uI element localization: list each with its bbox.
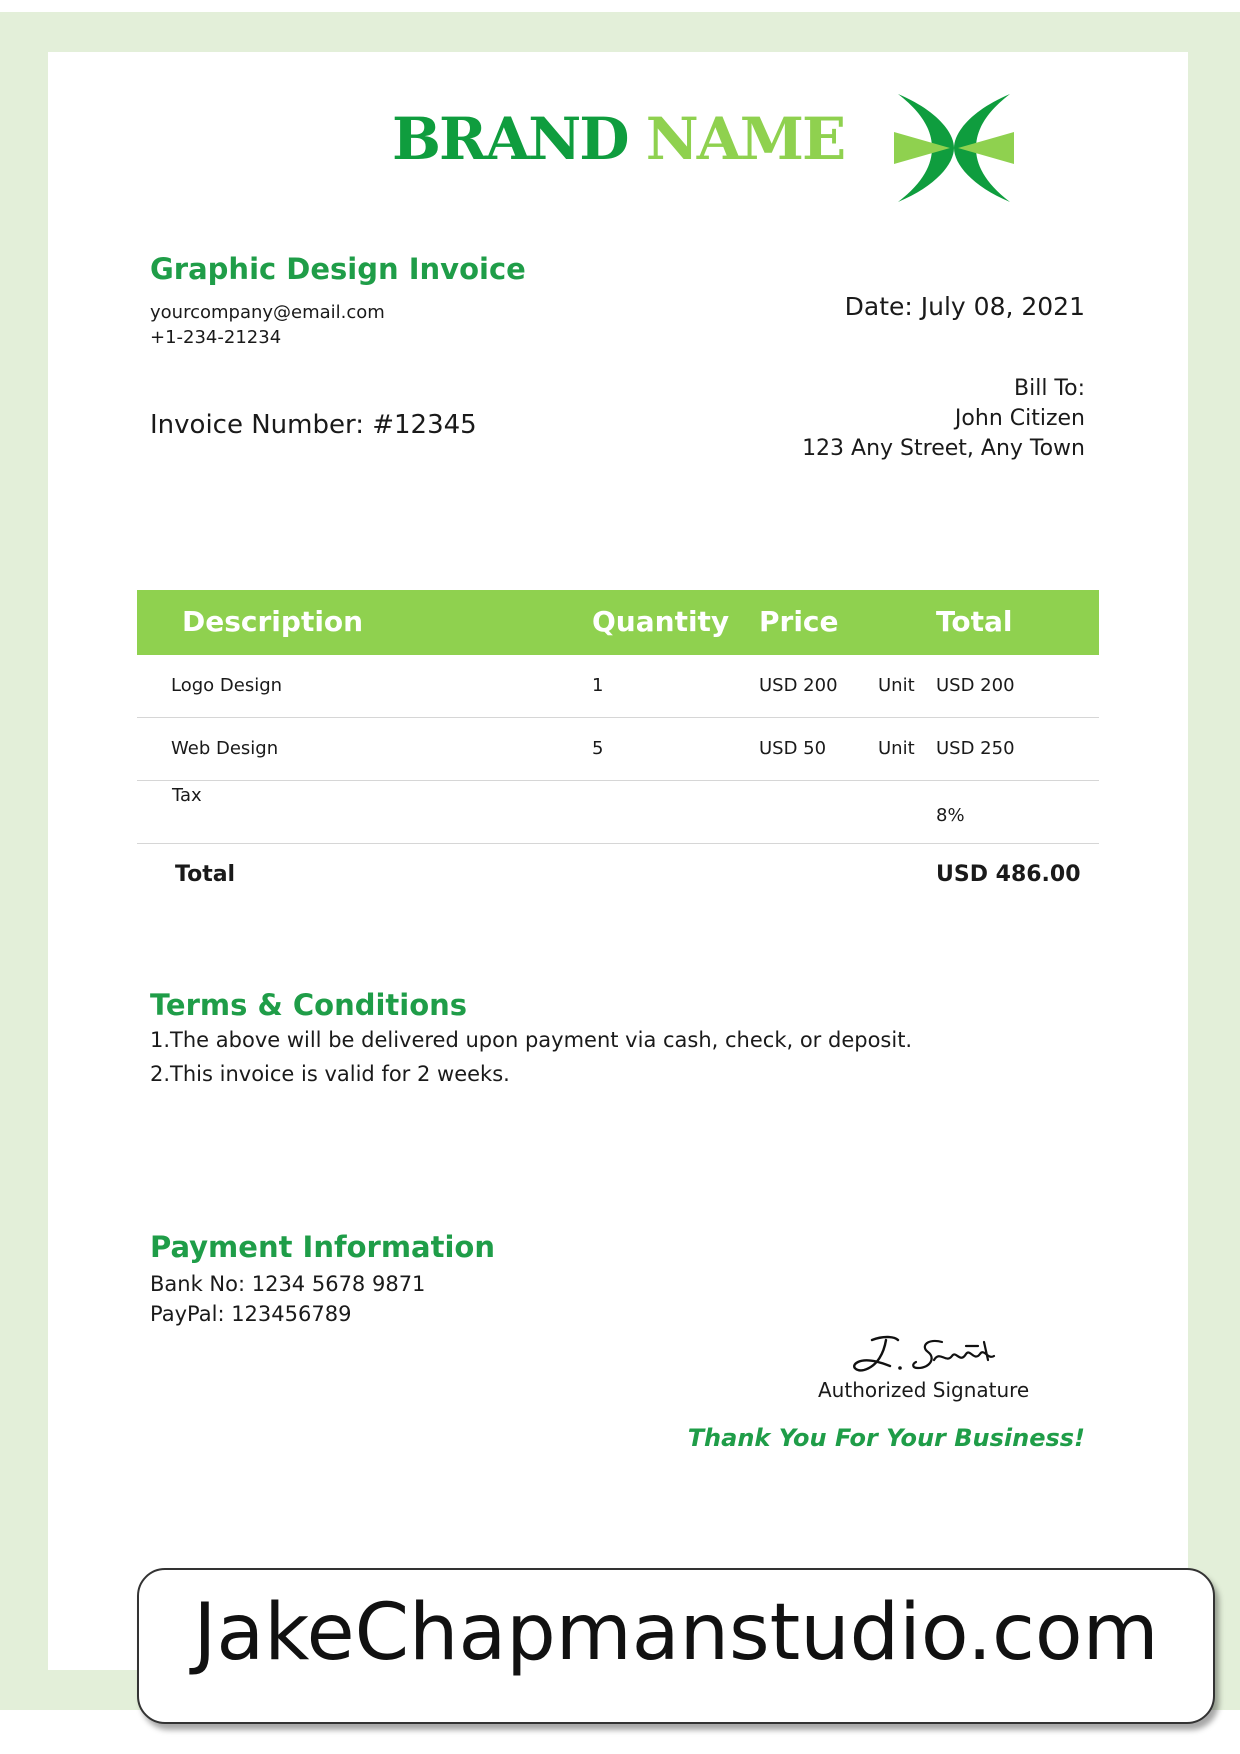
brand-name-part2: NAME <box>645 105 845 173</box>
header-price: Price <box>759 605 839 638</box>
row-description: Web Design <box>171 738 279 759</box>
header-description: Description <box>182 605 364 638</box>
company-email: yourcompany@email.com <box>150 302 385 323</box>
row-description: Logo Design <box>171 675 283 696</box>
row-quantity: 1 <box>592 675 604 696</box>
bill-to-label: Bill To: <box>1014 376 1085 401</box>
header-total: Total <box>936 605 1013 638</box>
bill-to-block <box>802 374 1085 464</box>
bill-to-address: 123 Any Street, Any Town <box>802 436 1085 461</box>
signature-image <box>842 1332 1002 1382</box>
brand-name <box>392 104 844 174</box>
row-unit: Unit <box>878 738 915 759</box>
terms-line: 2.This invoice is valid for 2 weeks. <box>150 1062 510 1086</box>
authorized-signature-label: Authorized Signature <box>818 1378 1030 1402</box>
bill-to-name: John Citizen <box>954 406 1085 431</box>
invoice-table <box>137 590 1099 906</box>
grand-total-value: USD 486.00 <box>936 862 1081 887</box>
payment-bank: Bank No: 1234 5678 9871 <box>150 1272 426 1296</box>
table-header <box>137 590 1099 655</box>
table-row <box>137 718 1099 781</box>
row-unit: Unit <box>878 675 915 696</box>
tax-label: Tax <box>172 785 202 806</box>
page-frame-left <box>0 52 48 1680</box>
grand-total-row <box>137 844 1099 906</box>
tax-row <box>137 781 1099 844</box>
table-row <box>137 655 1099 718</box>
grand-total-label: Total <box>175 862 236 887</box>
watermark-box <box>137 1568 1215 1724</box>
tax-value: 8% <box>936 805 965 826</box>
invoice-date: Date: July 08, 2021 <box>844 292 1085 321</box>
payment-heading: Payment Information <box>150 1230 495 1264</box>
thank-you-message: Thank You For Your Business! <box>687 1424 1085 1452</box>
brand-name-part1: BRAND <box>392 105 628 173</box>
invoice-title: Graphic Design Invoice <box>150 252 526 286</box>
row-total: USD 250 <box>936 738 1015 759</box>
company-phone: +1-234-21234 <box>150 327 282 348</box>
invoice-number: Invoice Number: #12345 <box>150 410 477 440</box>
page-frame-right <box>1188 52 1240 1680</box>
row-quantity: 5 <box>592 738 604 759</box>
watermark-text: JakeChapmanstudio.com <box>193 1588 1159 1678</box>
page-frame-top <box>0 12 1240 52</box>
row-price: USD 200 <box>759 675 838 696</box>
terms-line: 1.The above will be delivered upon payment via cash, check, or deposit. <box>150 1028 913 1052</box>
terms-heading: Terms & Conditions <box>150 988 468 1022</box>
brand-logo-icon <box>892 92 1016 204</box>
row-price: USD 50 <box>759 738 827 759</box>
header-quantity: Quantity <box>592 605 730 638</box>
payment-paypal: PayPal: 123456789 <box>150 1302 352 1326</box>
row-total: USD 200 <box>936 675 1015 696</box>
